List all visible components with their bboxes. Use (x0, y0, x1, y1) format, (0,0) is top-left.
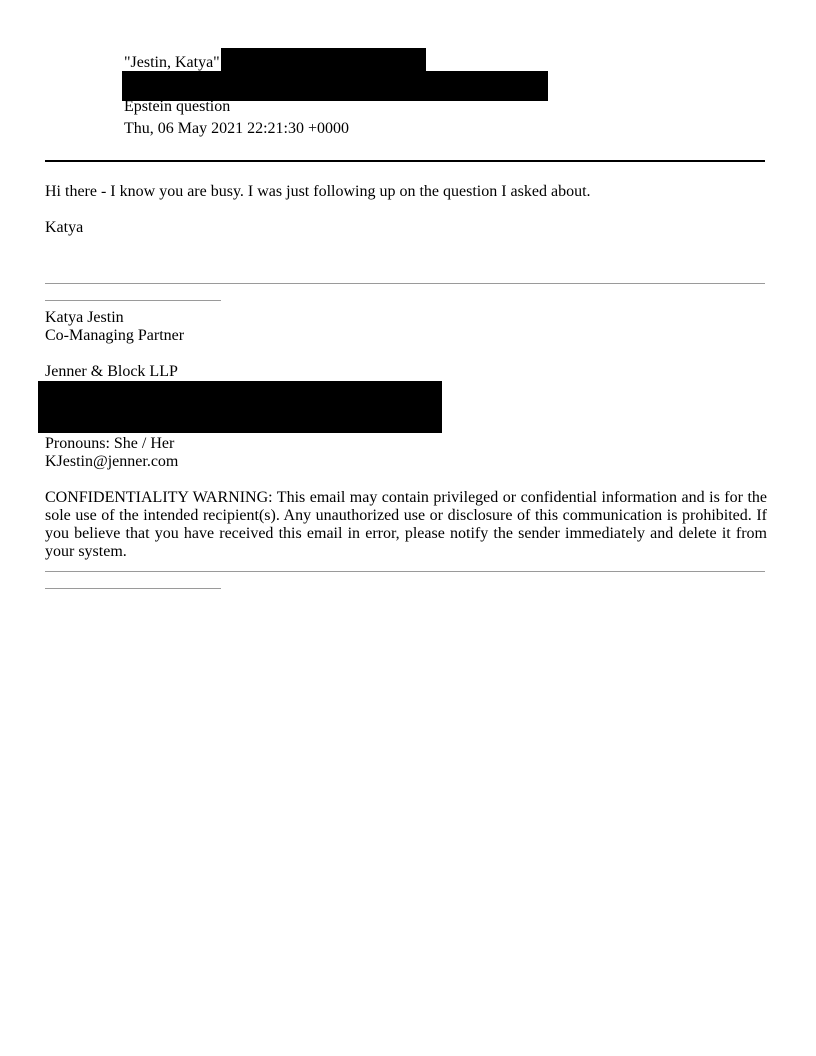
signature-firm: Jenner & Block LLP (45, 363, 178, 380)
subject-value: Epstein question (124, 98, 231, 115)
from-address-redaction (221, 48, 426, 71)
signature-divider-short (45, 300, 221, 301)
signature-divider-long (45, 283, 765, 284)
footer-divider-long (45, 571, 765, 572)
signature-email: KJestin@jenner.com (45, 453, 179, 470)
message-sign-off: Katya (45, 219, 84, 236)
confidentiality-notice: CONFIDENTIALITY WARNING: This email may contain privileged or confidential information and is for the sole use of the intended recipient(s). Any unauthorized use or disclosure of this communication is prohibited. If you believe that you have received this email in error, please notify the sender immediately and delete it from your system. (45, 489, 767, 560)
signature-name: Katya Jestin (45, 309, 124, 326)
header-divider (45, 160, 765, 162)
signature-title: Co-Managing Partner (45, 327, 185, 344)
signature-pronouns: Pronouns: She / Her (45, 435, 175, 452)
footer-divider-short (45, 588, 221, 589)
signature-contact-redaction (38, 381, 442, 433)
message-greeting: Hi there - I know you are busy. I was just following up on the question I asked about. (45, 183, 591, 200)
date-value: Thu, 06 May 2021 22:21:30 +0000 (124, 120, 350, 137)
from-value: "Jestin, Katya" (124, 54, 220, 71)
